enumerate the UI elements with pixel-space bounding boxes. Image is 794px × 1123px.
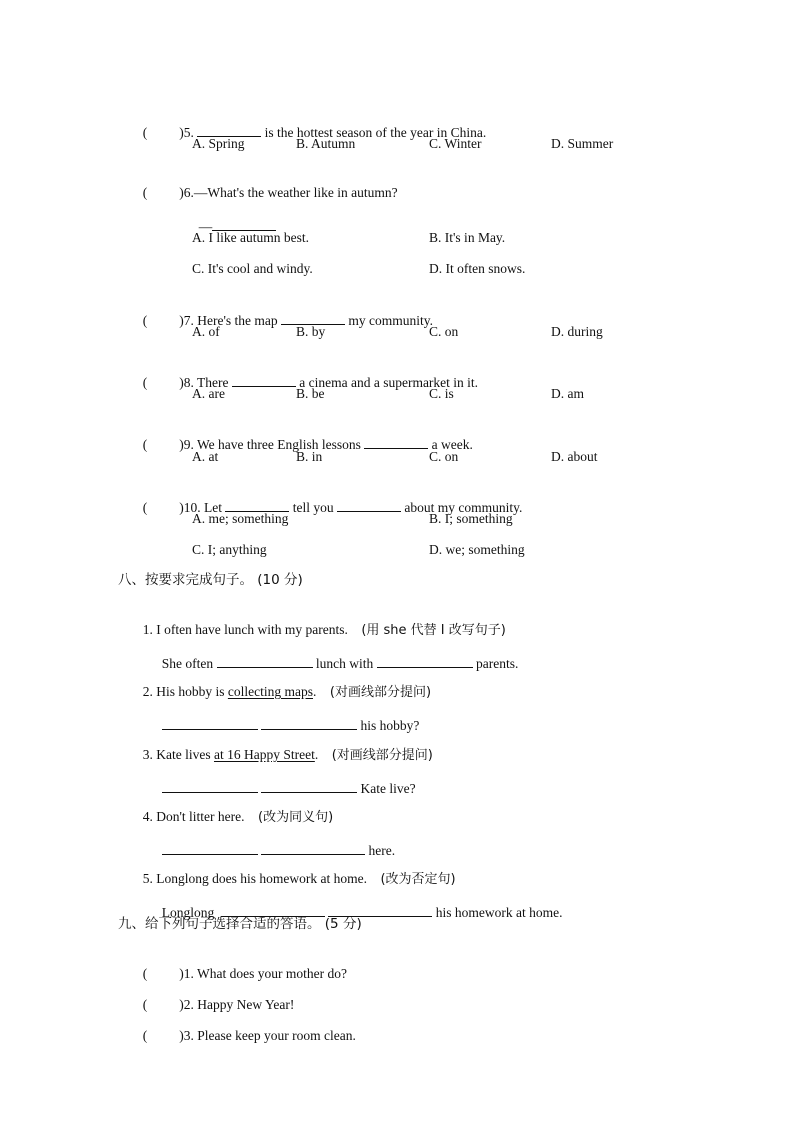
question-text: There — [197, 375, 232, 390]
fill-blank[interactable] — [337, 497, 401, 512]
question-text: 1. I often have lunch with my parents. — [142, 622, 348, 637]
answer-paren-open: ( — [142, 500, 148, 515]
question-text: Let — [204, 500, 226, 515]
fill-blank[interactable] — [364, 434, 428, 449]
question-text: tell you — [289, 500, 337, 515]
option-d: D. during — [551, 324, 603, 339]
option-c: C. Winter — [429, 136, 482, 151]
answer-text: lunch with — [312, 656, 377, 671]
question-number: 1. — [183, 966, 194, 981]
question-text: Happy New Year! — [197, 997, 295, 1012]
question-number: 2. — [183, 997, 194, 1012]
answer-text: She often — [161, 656, 217, 671]
section-9-title: 九、给下列句子选择合适的答语。 (5 分) — [118, 916, 362, 932]
answer-paren-close: ) — [179, 185, 184, 200]
option-a: A. are — [192, 386, 225, 401]
response-item-3 — [136, 1009, 356, 1045]
answer-paren-open: ( — [142, 437, 148, 452]
question-text: What does your mother do? — [197, 966, 347, 981]
answer-paren-close: ) — [179, 1028, 184, 1043]
option-c: C. It's cool and windy. — [192, 261, 313, 276]
instruction-note: (对画线部分提问) — [331, 748, 433, 763]
answer-paren-open: ( — [142, 1028, 148, 1043]
option-a: A. me; something — [192, 511, 289, 526]
answer-paren-close: ) — [179, 966, 184, 981]
option-b: B. be — [296, 386, 325, 401]
option-d: D. am — [551, 386, 584, 401]
option-b: B. I; something — [429, 511, 513, 526]
instruction-note: (用 she 代替 I 改写句子) — [361, 623, 506, 638]
answer-paren-close: ) — [179, 125, 184, 140]
answer-paren-close: ) — [179, 500, 184, 515]
question-text: a cinema and a supermarket in it. — [295, 375, 479, 390]
question-number: 5. — [183, 125, 194, 140]
question-text: 4. Don't litter here. — [142, 809, 245, 824]
section-8-title: 八、按要求完成句子。 (10 分) — [118, 572, 303, 588]
question-text: about my community. — [401, 500, 523, 515]
underlined-part: collecting maps — [227, 684, 313, 699]
question-text: Here's the map — [197, 313, 282, 328]
question-7 — [136, 292, 433, 330]
option-d: D. It often snows. — [429, 261, 526, 276]
answer-paren-close: ) — [179, 997, 184, 1012]
option-d: D. about — [551, 449, 598, 464]
option-c: C. on — [429, 324, 459, 339]
question-text: Please keep your room clean. — [197, 1028, 356, 1043]
option-d: D. Summer — [551, 136, 614, 151]
question-6 — [136, 166, 398, 202]
question-text: . — [314, 747, 319, 762]
question-number: 6. — [183, 185, 194, 200]
question-number: 8. — [183, 375, 194, 390]
instruction-note: (对画线部分提问) — [329, 685, 432, 700]
question-text: 5. Longlong does his homework at home. — [142, 871, 367, 886]
instruction-note: (改为同义句) — [258, 810, 334, 825]
option-b: B. in — [296, 449, 323, 464]
option-b: B. Autumn — [296, 136, 356, 151]
answer-paren-close: ) — [179, 313, 184, 328]
answer-text: Longlong — [161, 905, 218, 920]
question-number: 3. — [183, 1028, 194, 1043]
option-a: A. I like autumn best. — [192, 230, 309, 245]
answer-paren-open: ( — [142, 375, 148, 390]
option-b: B. It's in May. — [429, 230, 506, 245]
question-text: 2. His hobby is — [142, 684, 228, 699]
question-text: —What's the weather like in autumn? — [193, 185, 398, 200]
answer-paren-open: ( — [142, 966, 148, 981]
option-b: B. by — [296, 324, 326, 339]
question-text: my community. — [345, 313, 434, 328]
answer-text: parents. — [472, 656, 519, 671]
option-a: A. at — [192, 449, 219, 464]
fill-blank[interactable] — [232, 372, 296, 387]
option-c: C. is — [429, 386, 454, 401]
answer-text: here. — [365, 843, 396, 858]
answer-text: Kate live? — [357, 781, 416, 796]
question-number: 10. — [183, 500, 201, 515]
answer-paren-open: ( — [142, 997, 148, 1012]
answer-paren-close: ) — [179, 437, 184, 452]
instruction-note: (改为否定句) — [380, 872, 456, 887]
question-text: 3. Kate lives — [142, 747, 214, 762]
question-number: 7. — [183, 313, 194, 328]
question-text: . — [313, 684, 317, 699]
question-number: 9. — [183, 437, 194, 452]
option-d: D. we; something — [429, 542, 525, 557]
answer-text: his homework at home. — [432, 905, 563, 920]
option-a: A. Spring — [192, 136, 245, 151]
answer-paren-open: ( — [142, 313, 148, 328]
option-c: C. on — [429, 449, 459, 464]
option-a: A. of — [192, 324, 220, 339]
option-c: C. I; anything — [192, 542, 267, 557]
underlined-part: at 16 Happy Street — [213, 747, 315, 762]
dash: — — [198, 219, 213, 234]
answer-paren-close: ) — [179, 375, 184, 390]
question-text: We have three English lessons — [197, 437, 365, 452]
answer-paren-open: ( — [142, 185, 148, 200]
question-text: is the hottest season of the year in China. — [261, 125, 487, 140]
answer-paren-open: ( — [142, 125, 148, 140]
answer-text: his hobby? — [357, 718, 420, 733]
question-text: a week. — [428, 437, 473, 452]
